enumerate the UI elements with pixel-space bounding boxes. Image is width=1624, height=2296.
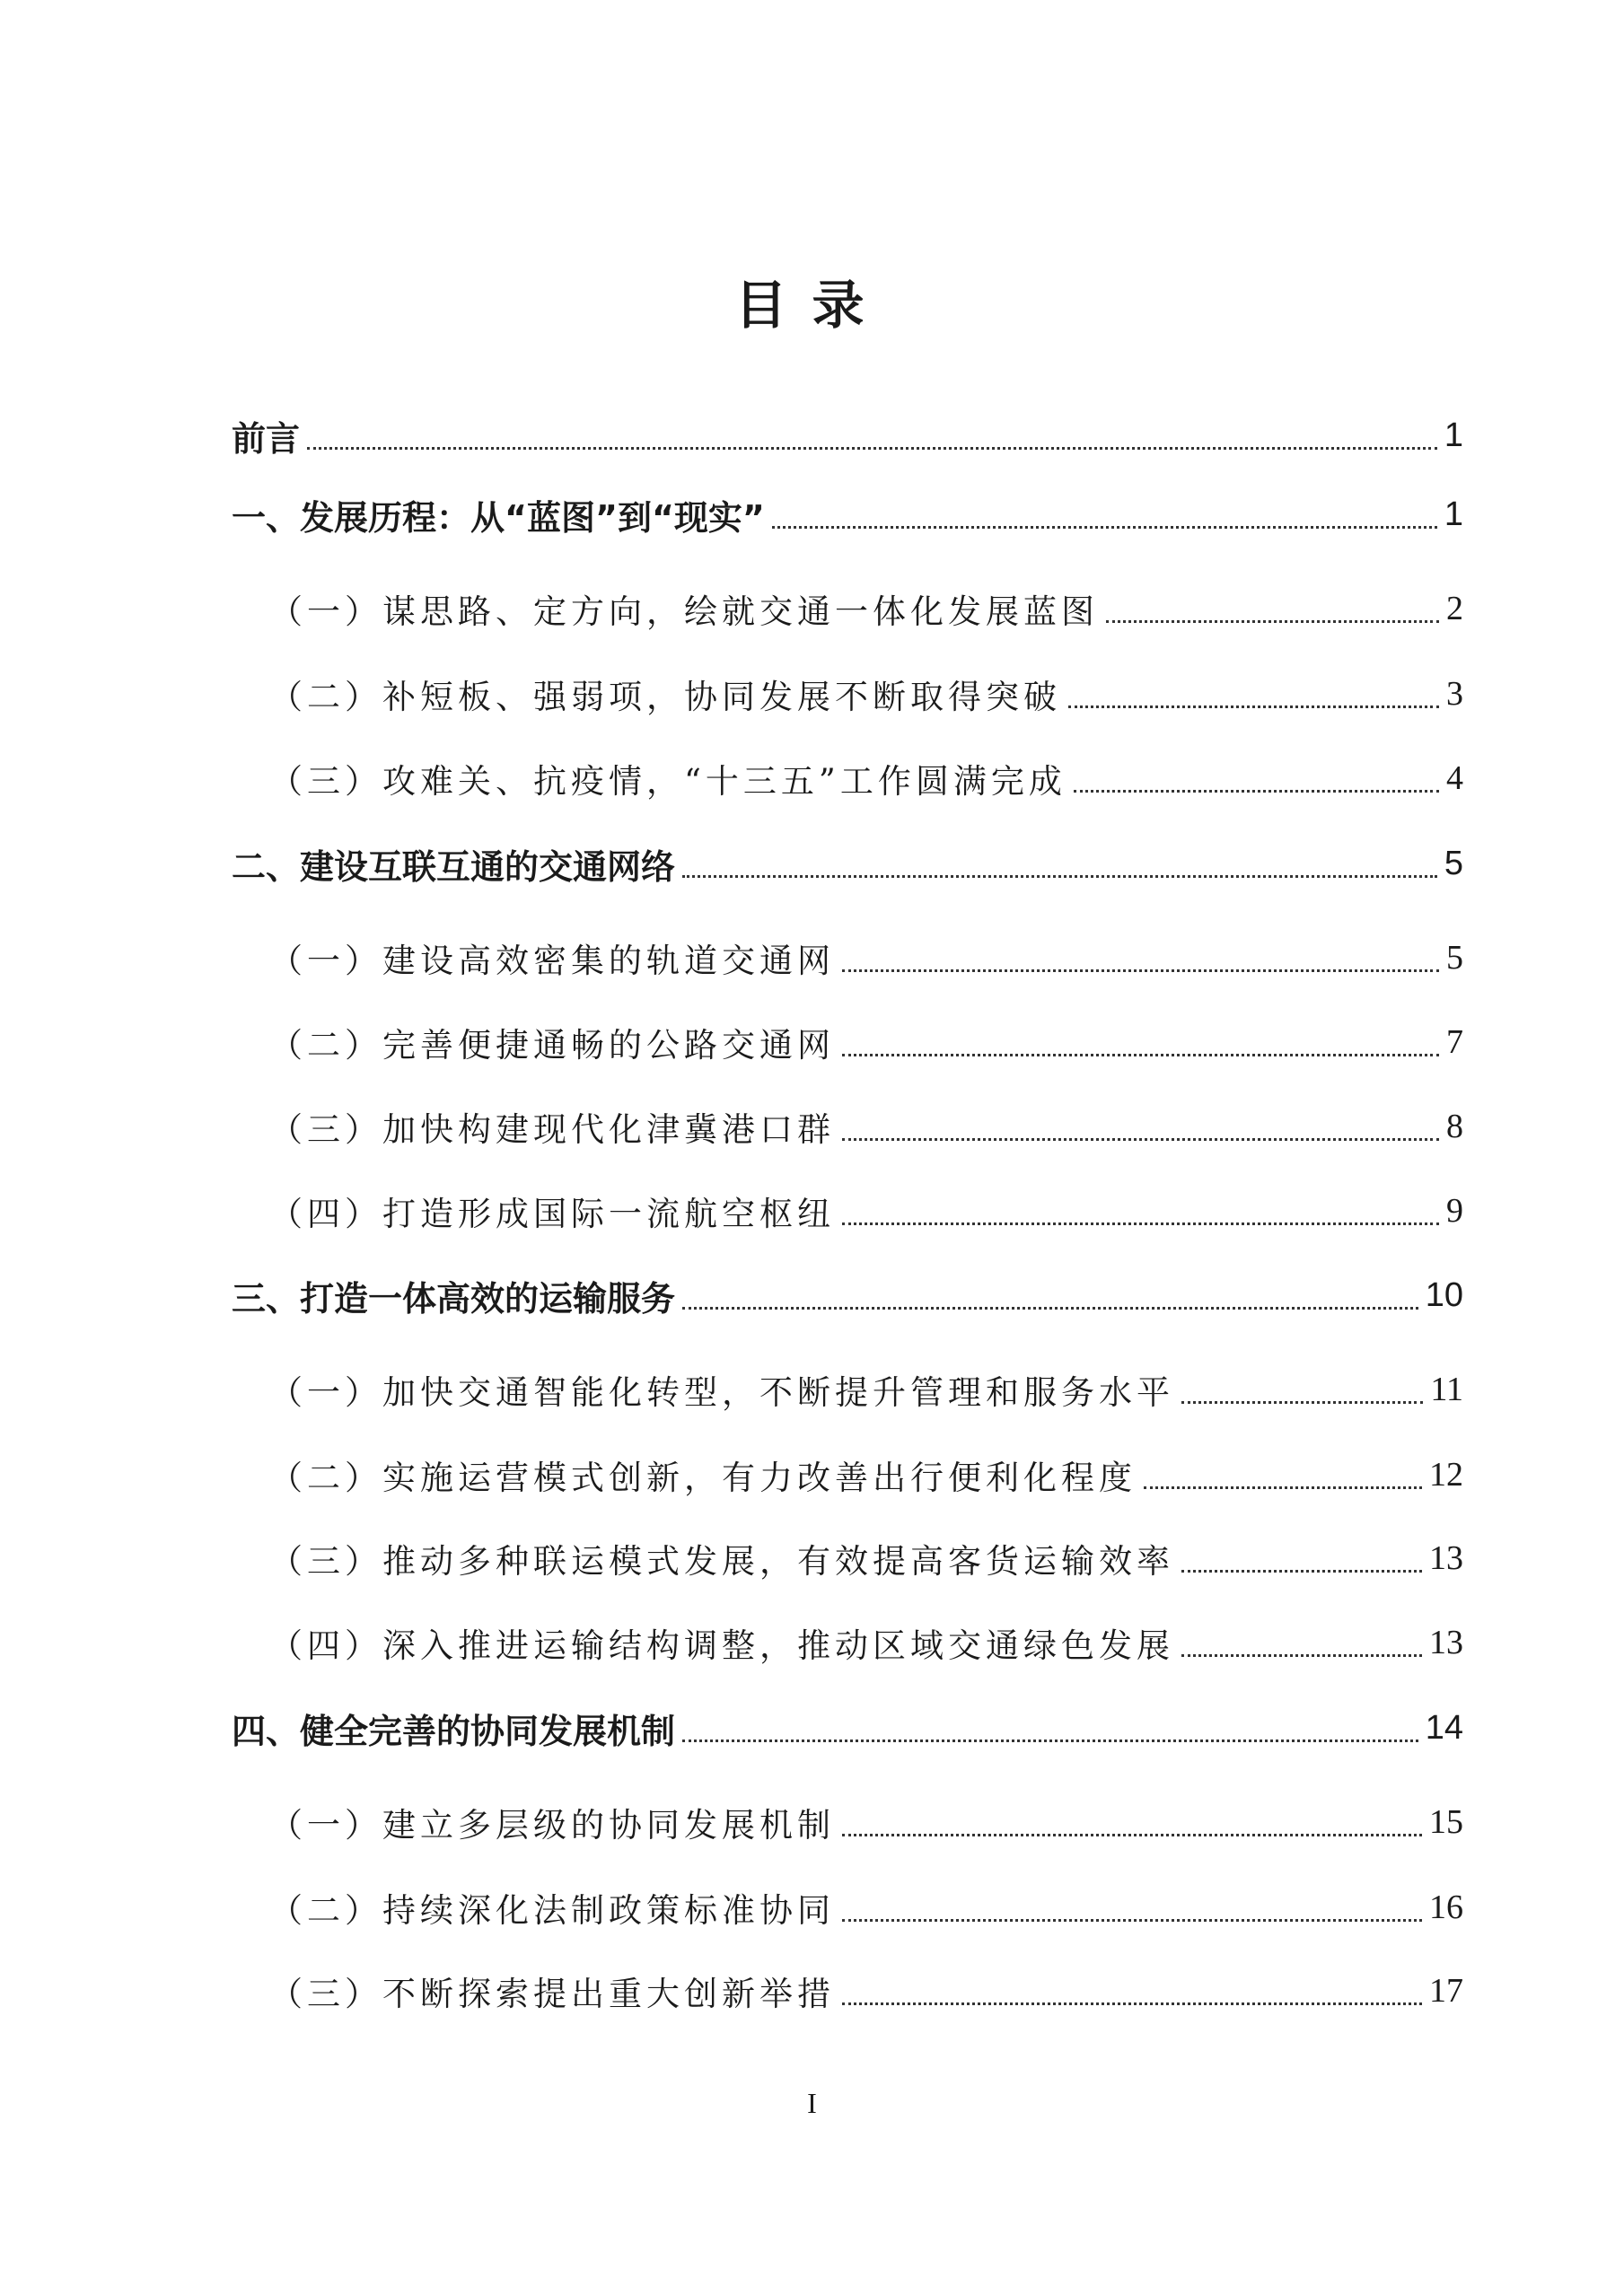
toc-entry-label: （三）推动多种联运模式发展，有效提高客货运输效率 xyxy=(269,1542,1174,1581)
dot-leader xyxy=(1068,705,1439,708)
dot-leader xyxy=(1181,1654,1422,1657)
dot-leader xyxy=(842,2002,1422,2005)
dot-leader xyxy=(842,1138,1439,1141)
toc-entry-page: 5 xyxy=(1446,939,1463,977)
toc-entry-section-2-1[interactable] xyxy=(232,926,1463,989)
toc-entry-page: 12 xyxy=(1429,1456,1463,1494)
toc-entry-section-2[interactable] xyxy=(232,832,1463,895)
dot-leader xyxy=(842,1834,1422,1836)
toc-entry-page: 2 xyxy=(1446,590,1463,627)
toc-entry-label: （三）加快构建现代化津冀港口群 xyxy=(269,1110,835,1149)
toc-entry-page: 13 xyxy=(1429,1624,1463,1661)
toc-entry-section-3[interactable] xyxy=(232,1264,1463,1327)
toc-entry-section-2-3[interactable] xyxy=(232,1095,1463,1158)
toc-entry-page: 7 xyxy=(1446,1023,1463,1061)
dot-leader xyxy=(842,1919,1422,1922)
toc-entry-section-1[interactable] xyxy=(232,483,1463,546)
toc-entry-label: （一）建设高效密集的轨道交通网 xyxy=(269,942,835,980)
toc-entry-label: 前言 xyxy=(232,418,301,459)
toc-entry-page: 14 xyxy=(1425,1708,1463,1747)
toc-entry-label: 一、发展历程：从“蓝图”到“现实” xyxy=(232,497,765,538)
toc-entry-page: 9 xyxy=(1446,1192,1463,1230)
toc-entry-label: 二、建设互联互通的交通网络 xyxy=(232,846,676,887)
toc-entry-label: 三、打造一体高效的运输服务 xyxy=(232,1278,676,1319)
toc-entry-page: 5 xyxy=(1444,844,1463,882)
toc-entry-page: 11 xyxy=(1430,1371,1463,1408)
toc-entry-page: 10 xyxy=(1425,1275,1463,1314)
toc-entry-section-4-3[interactable] xyxy=(232,1959,1463,2022)
dot-leader xyxy=(842,1222,1439,1225)
toc-entry-page: 13 xyxy=(1429,1539,1463,1577)
toc-entry-section-1-3[interactable] xyxy=(232,747,1463,810)
dot-leader xyxy=(772,526,1437,529)
toc-entry-label: （二）补短板、强弱项，协同发展不断取得突破 xyxy=(269,678,1061,716)
toc-entry-label: （一）加快交通智能化转型，不断提升管理和服务水平 xyxy=(269,1373,1174,1412)
dot-leader xyxy=(682,875,1437,878)
toc-entry-label: （四）深入推进运输结构调整，推动区域交通绿色发展 xyxy=(269,1626,1174,1665)
toc-entry-section-4[interactable] xyxy=(232,1696,1463,1759)
toc-entry-label: 四、健全完善的协同发展机制 xyxy=(232,1711,676,1751)
toc-entry-section-1-1[interactable] xyxy=(232,577,1463,640)
toc-entry-page: 1 xyxy=(1444,495,1463,533)
toc-entry-page: 8 xyxy=(1446,1108,1463,1145)
toc-entry-label: （二）实施运营模式创新，有力改善出行便利化程度 xyxy=(269,1459,1137,1497)
dot-leader xyxy=(1181,1570,1422,1573)
toc-entry-page: 4 xyxy=(1446,759,1463,797)
toc-entry-preface[interactable] xyxy=(232,404,1463,467)
dot-leader xyxy=(307,447,1437,450)
toc-entry-section-3-1[interactable] xyxy=(232,1358,1463,1421)
toc-entry-label: （二）持续深化法制政策标准协同 xyxy=(269,1891,835,1930)
toc-entry-label: （三）攻难关、抗疫情，“十三五”工作圆满完成 xyxy=(269,762,1067,801)
toc-entry-section-3-4[interactable] xyxy=(232,1611,1463,1674)
toc-entry-section-3-2[interactable] xyxy=(232,1443,1463,1506)
toc-entry-label: （四）打造形成国际一流航空枢纽 xyxy=(269,1195,835,1233)
page-number-footer: I xyxy=(807,2087,817,2119)
toc-entry-page: 15 xyxy=(1429,1803,1463,1841)
toc-entry-label: （一）谋思路、定方向，绘就交通一体化发展蓝图 xyxy=(269,592,1099,631)
dot-leader xyxy=(682,1307,1418,1310)
toc-entry-section-3-3[interactable] xyxy=(232,1527,1463,1590)
toc-entry-page: 3 xyxy=(1446,675,1463,713)
toc-entry-label: （一）建立多层级的协同发展机制 xyxy=(269,1806,835,1845)
toc-entry-page: 17 xyxy=(1429,1972,1463,2010)
toc-entry-section-4-2[interactable] xyxy=(232,1876,1463,1939)
toc-entry-label: （三）不断探索提出重大创新举措 xyxy=(269,1975,835,2013)
page-title: 目录 xyxy=(734,275,890,336)
dot-leader xyxy=(1074,790,1439,793)
toc-entry-label: （二）完善便捷通畅的公路交通网 xyxy=(269,1026,835,1065)
dot-leader xyxy=(1144,1486,1422,1489)
dot-leader xyxy=(682,1740,1418,1742)
toc-entry-section-1-2[interactable] xyxy=(232,662,1463,725)
dot-leader xyxy=(1181,1401,1423,1404)
toc-entry-page: 1 xyxy=(1444,416,1463,454)
dot-leader xyxy=(1106,620,1439,623)
toc-entry-page: 16 xyxy=(1429,1889,1463,1926)
toc-entry-section-2-4[interactable] xyxy=(232,1179,1463,1242)
dot-leader xyxy=(842,1054,1439,1056)
toc-entry-section-4-1[interactable] xyxy=(232,1791,1463,1853)
dot-leader xyxy=(842,969,1439,972)
toc-entry-section-2-2[interactable] xyxy=(232,1011,1463,1074)
